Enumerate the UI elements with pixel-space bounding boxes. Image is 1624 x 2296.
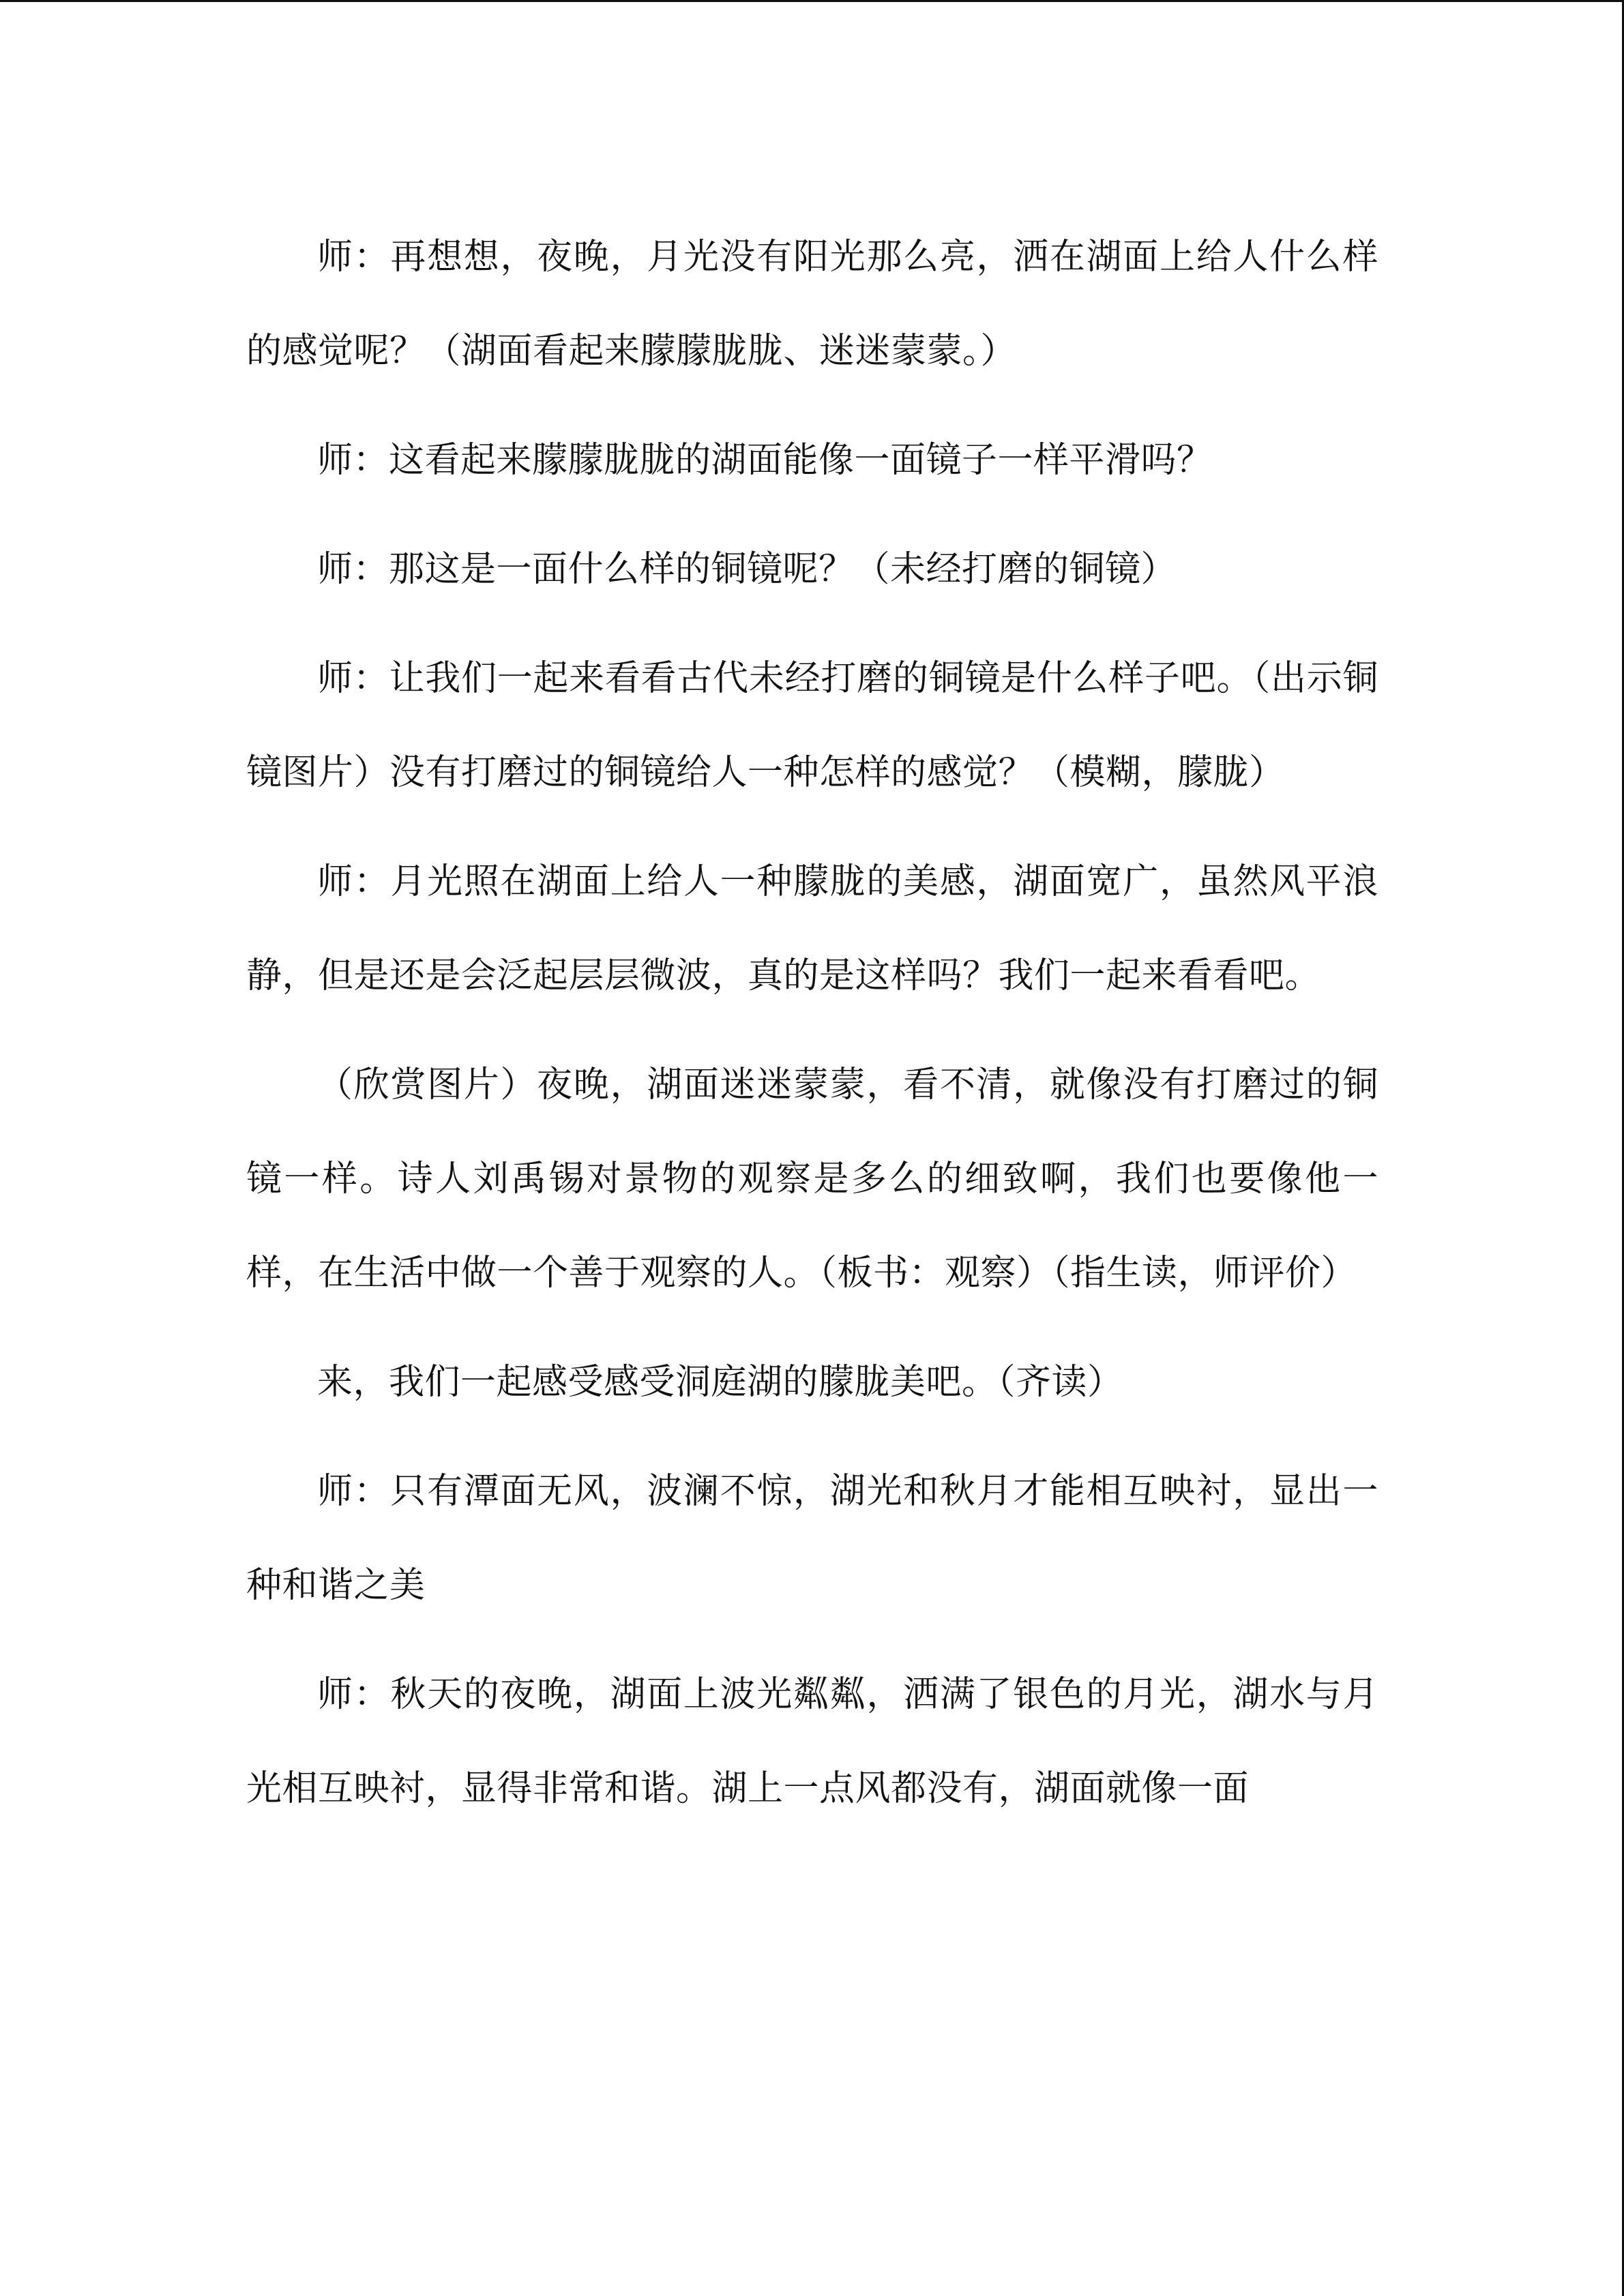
- paragraph-8: 师：只有潭面无风，波澜不惊，湖光和秋月才能相互映衬，显出一种和谐之美: [246, 1471, 1378, 1606]
- paragraph-9: 师：秋天的夜晚，湖面上波光粼粼，洒满了银色的月光，湖水与月光相互映衬，显得非常和谐。湖上一点风都没有，湖面就像一面: [246, 1674, 1378, 1809]
- paragraph-4: 师：让我们一起来看看古代未经打磨的铜镜是什么样子吧。（出示铜镜图片）没有打磨过的铜镜给人一种怎样的感觉？（模糊，朦胧）: [246, 658, 1378, 793]
- document-body: [246, 210, 1378, 1836]
- paragraph-7: 来，我们一起感受感受洞庭湖的朦胧美吧。（齐读）: [317, 1362, 1123, 1403]
- paragraph-5: 师：月光照在湖面上给人一种朦胧的美感，湖面宽广，虽然风平浪静，但是还是会泛起层层微波，真的是这样吗？我们一起来看看吧。: [246, 861, 1378, 996]
- paragraph-2: 师：这看起来朦朦胧胧的湖面能像一面镜子一样平滑吗？: [317, 440, 1213, 481]
- paragraph-3: 师：那这是一面什么样的铜镜呢？（未经打磨的铜镜）: [317, 549, 1177, 590]
- paragraph-6: （欣赏图片）夜晚，湖面迷迷蒙蒙，看不清，就像没有打磨过的铜镜一样。诗人刘禹锡对景物的观察是多么的细致啊，我们也要像他一样，在生活中做一个善于观察的人。（板书：观察）（指生读，师评价）: [246, 1064, 1378, 1294]
- paragraph-1: 师：再想想，夜晚，月光没有阳光那么亮，洒在湖面上给人什么样的感觉呢？（湖面看起来朦朦胧胧、迷迷蒙蒙。）: [246, 237, 1378, 372]
